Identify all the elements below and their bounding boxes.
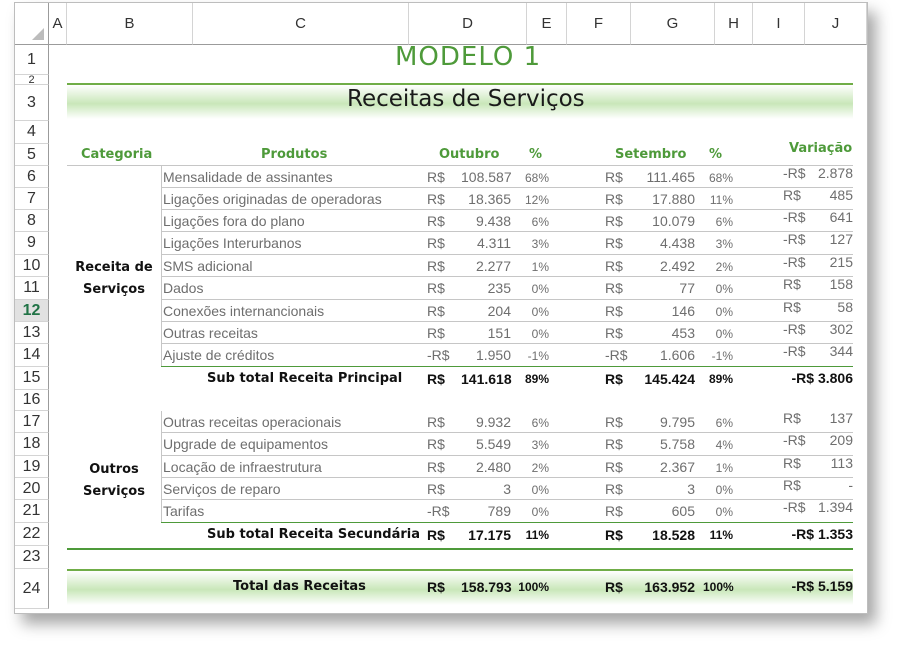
produto-cell: Conexões internancionais [163, 303, 325, 319]
outubro-pct: 3% [531, 237, 549, 251]
outubro-currency: R$ [427, 191, 445, 207]
outubro-value: 18.365 [468, 191, 511, 207]
model-title: MODELO 1 [395, 42, 542, 72]
row-separator [161, 432, 853, 433]
row-header-9[interactable]: 9 [15, 232, 49, 255]
setembro-value: 111.465 [646, 169, 695, 185]
setembro-pct: 4% [715, 438, 733, 452]
variacao-value: 137 [829, 410, 853, 426]
row-separator [161, 187, 853, 188]
row-header-22[interactable]: 22 [15, 523, 49, 546]
category-divider [161, 411, 162, 523]
setembro-currency: R$ [605, 436, 623, 452]
column-header-d[interactable]: D [409, 3, 527, 45]
select-all-corner[interactable] [15, 3, 49, 45]
setembro-pct: 2% [715, 260, 733, 274]
header-pct-outubro: % [529, 147, 543, 162]
row-separator [161, 254, 853, 255]
variacao-currency: -R$ [783, 231, 806, 247]
outubro-currency: -R$ [427, 503, 450, 519]
total-receitas-outubro-value: 158.793 [461, 579, 512, 595]
category-outros-line2: Serviços [83, 484, 145, 499]
produto-cell: Serviços de reparo [163, 481, 281, 497]
setembro-currency: R$ [605, 191, 623, 207]
variacao-currency: R$ [783, 299, 801, 315]
produto-cell: Dados [163, 280, 204, 296]
outubro-value: 9.932 [475, 414, 511, 430]
row-header-6[interactable]: 6 [15, 166, 49, 188]
outubro-value: 235 [487, 280, 511, 296]
column-header-b[interactable]: B [67, 3, 193, 45]
setembro-pct: 0% [715, 305, 733, 319]
outubro-pct: 0% [531, 282, 549, 296]
outubro-value: 789 [487, 503, 511, 519]
column-header-c[interactable]: C [193, 3, 409, 45]
row-separator [161, 321, 853, 322]
setembro-value: 146 [671, 303, 695, 319]
outubro-pct: 0% [531, 483, 549, 497]
category-receita-line1: Receita de [75, 260, 153, 275]
section-title: Receitas de Serviços [347, 86, 585, 112]
outubro-currency: -R$ [427, 347, 450, 363]
produto-cell: Upgrade de equipamentos [163, 436, 329, 452]
row-header-3[interactable]: 3 [15, 85, 49, 121]
row-separator [161, 499, 853, 500]
setembro-pct: 0% [715, 483, 733, 497]
column-header-j[interactable]: J [805, 3, 867, 45]
outubro-currency: R$ [427, 169, 445, 185]
row-header-14[interactable]: 14 [15, 344, 49, 367]
subtotal-secundaria-setembro-pct: 11% [709, 528, 733, 542]
setembro-pct: 68% [708, 171, 733, 185]
row-header-11[interactable]: 11 [15, 277, 49, 300]
row-header-13[interactable]: 13 [15, 322, 49, 344]
outubro-currency: R$ [427, 436, 445, 452]
header-underline [67, 165, 853, 166]
row-separator [161, 455, 853, 456]
subtotal-principal-setembro-value: 145.424 [644, 371, 695, 387]
row-separator [161, 209, 853, 210]
variacao-value: - [848, 477, 853, 493]
variacao-currency: -R$ [783, 432, 806, 448]
outubro-pct: 0% [531, 305, 549, 319]
produto-cell: Ligações fora do plano [163, 213, 305, 229]
setembro-pct: -1% [711, 349, 733, 363]
outubro-pct: 0% [531, 327, 549, 341]
spreadsheet-grid [15, 3, 867, 613]
outubro-currency: R$ [427, 414, 445, 430]
row-separator [161, 477, 853, 478]
outubro-pct: 68% [524, 171, 549, 185]
variacao-currency: -R$ [783, 343, 806, 359]
row-header-19[interactable]: 19 [15, 456, 49, 478]
subtotal-principal-setembro-pct: 89% [708, 372, 733, 386]
total-receitas-setembro-currency: R$ [605, 579, 623, 595]
outubro-currency: R$ [427, 481, 445, 497]
outubro-currency: R$ [427, 258, 445, 274]
total-receitas-outubro-currency: R$ [427, 579, 445, 595]
subtotal-secundaria-outubro-currency: R$ [427, 527, 445, 543]
variacao-currency: -R$ [783, 209, 806, 225]
variacao-value: 485 [829, 187, 853, 203]
outubro-pct: 3% [531, 438, 549, 452]
row-header-10[interactable]: 10 [15, 255, 49, 277]
outubro-value: 151 [487, 325, 511, 341]
outubro-currency: R$ [427, 235, 445, 251]
header-categoria: Categoria [81, 147, 153, 162]
row-header-7[interactable]: 7 [15, 188, 49, 210]
setembro-value: 1.606 [659, 347, 695, 363]
row-header-1[interactable]: 1 [15, 45, 49, 75]
row-header-24[interactable]: 24 [15, 569, 49, 609]
category-outros-line1: Outros [89, 462, 139, 477]
variacao-value: 641 [829, 209, 853, 225]
outubro-value: 5.549 [475, 436, 511, 452]
setembro-pct: 0% [715, 505, 733, 519]
variacao-value: 127 [829, 231, 853, 247]
subtotal-principal-label: Sub total Receita Principal [207, 371, 403, 386]
row-header-17[interactable]: 17 [15, 411, 49, 433]
total-receitas-setembro-value: 163.952 [644, 579, 695, 595]
row-header-21[interactable]: 21 [15, 500, 49, 523]
subtotal-principal-outubro-currency: R$ [427, 371, 445, 387]
setembro-pct: 6% [715, 416, 733, 430]
column-header-i[interactable]: I [753, 3, 805, 45]
subtotal-underline [161, 366, 853, 367]
subtotal-secundaria-setembro-value: 18.528 [652, 527, 695, 543]
subtotal-underline [161, 522, 853, 523]
outubro-pct: 2% [531, 461, 549, 475]
variacao-value: 2.878 [817, 165, 853, 181]
row-header-18[interactable]: 18 [15, 433, 49, 456]
outubro-currency: R$ [427, 325, 445, 341]
variacao-currency: R$ [783, 276, 801, 292]
row-header-4[interactable]: 4 [15, 121, 49, 144]
header-produtos: Produtos [261, 147, 328, 162]
row-separator [161, 343, 853, 344]
setembro-value: 3 [687, 481, 695, 497]
outubro-value: 9.438 [475, 213, 511, 229]
variacao-value: 302 [829, 321, 853, 337]
variacao-value: 158 [829, 276, 853, 292]
row-separator [161, 276, 853, 277]
column-header-h[interactable]: H [715, 3, 753, 45]
outubro-value: 2.277 [475, 258, 511, 274]
produto-cell: Tarifas [163, 503, 205, 519]
setembro-pct: 3% [715, 237, 733, 251]
setembro-pct: 11% [709, 193, 733, 207]
outubro-currency: R$ [427, 459, 445, 475]
setembro-value: 2.492 [659, 258, 695, 274]
setembro-currency: R$ [605, 169, 623, 185]
separator-line [67, 548, 853, 550]
header-outubro: Outubro [439, 147, 500, 162]
variacao-currency: -R$ [783, 499, 806, 515]
row-header-20[interactable]: 20 [15, 478, 49, 500]
outubro-currency: R$ [427, 303, 445, 319]
outubro-value: 1.950 [475, 347, 511, 363]
setembro-value: 9.795 [659, 414, 695, 430]
subtotal-principal-variacao: -R$ 3.806 [791, 370, 853, 386]
setembro-value: 77 [679, 280, 695, 296]
setembro-pct: 1% [715, 461, 733, 475]
row-header-12[interactable]: 12 [15, 300, 49, 322]
column-header-e[interactable]: E [527, 3, 567, 45]
row-header-5[interactable]: 5 [15, 144, 49, 166]
row-header-15[interactable]: 15 [15, 367, 49, 390]
outubro-value: 204 [487, 303, 511, 319]
total-receitas-outubro-pct: 100% [518, 580, 549, 594]
setembro-value: 5.758 [659, 436, 695, 452]
outubro-value: 4.311 [477, 235, 511, 251]
total-band [67, 569, 853, 605]
setembro-pct: 6% [715, 215, 733, 229]
total-receitas-variacao: -R$ 5.159 [791, 578, 853, 594]
row-header-2[interactable]: 2 [15, 75, 49, 85]
variacao-currency: -R$ [783, 321, 806, 337]
header-setembro: Setembro [615, 147, 687, 162]
row-header-23[interactable]: 23 [15, 546, 49, 569]
variacao-value: 58 [837, 299, 853, 315]
column-header-a[interactable]: A [49, 3, 67, 45]
subtotal-principal-outubro-value: 141.618 [461, 371, 512, 387]
variacao-currency: R$ [783, 187, 801, 203]
produto-cell: SMS adicional [163, 258, 253, 274]
subtotal-secundaria-variacao: -R$ 1.353 [791, 526, 853, 542]
setembro-currency: R$ [605, 213, 623, 229]
produto-cell: Outras receitas operacionais [163, 414, 342, 430]
setembro-value: 2.367 [659, 459, 695, 475]
subtotal-secundaria-setembro-currency: R$ [605, 527, 623, 543]
outubro-pct: -1% [527, 349, 549, 363]
variacao-value: 344 [829, 343, 853, 359]
variacao-value: 215 [829, 254, 853, 270]
produto-cell: Outras receitas [163, 325, 258, 341]
row-separator [161, 299, 853, 300]
produto-cell: Ligações Interurbanos [163, 235, 302, 251]
setembro-value: 10.079 [652, 213, 695, 229]
variacao-currency: R$ [783, 477, 801, 493]
outubro-pct: 1% [531, 260, 549, 274]
outubro-pct: 6% [531, 416, 549, 430]
produto-cell: Mensalidade de assinantes [163, 169, 333, 185]
column-header-f[interactable]: F [567, 3, 631, 45]
row-header-16[interactable]: 16 [15, 390, 49, 411]
column-header-g[interactable]: G [631, 3, 715, 45]
setembro-currency: R$ [605, 235, 623, 251]
produto-cell: Ligações originadas de operadoras [163, 191, 382, 207]
setembro-pct: 0% [715, 282, 733, 296]
outubro-value: 2.480 [475, 459, 511, 475]
row-header-8[interactable]: 8 [15, 210, 49, 232]
outubro-currency: R$ [427, 280, 445, 296]
setembro-value: 4.438 [659, 235, 695, 251]
setembro-pct: 0% [715, 327, 733, 341]
subtotal-principal-setembro-currency: R$ [605, 371, 623, 387]
spreadsheet-card [14, 2, 868, 614]
setembro-value: 605 [671, 503, 695, 519]
outubro-pct: 12% [524, 193, 549, 207]
setembro-currency: R$ [605, 258, 623, 274]
variacao-value: 113 [830, 455, 853, 471]
setembro-currency: R$ [605, 280, 623, 296]
total-receitas-label: Total das Receitas [233, 579, 366, 594]
variacao-currency: R$ [783, 410, 801, 426]
outubro-pct: 0% [531, 505, 549, 519]
setembro-value: 453 [671, 325, 695, 341]
category-receita-line2: Serviços [83, 282, 145, 297]
setembro-currency: R$ [605, 459, 623, 475]
header-variacao: Variação [789, 141, 853, 156]
header-pct-setembro: % [709, 147, 723, 162]
total-receitas-setembro-pct: 100% [703, 580, 734, 594]
outubro-currency: R$ [427, 213, 445, 229]
setembro-currency: -R$ [605, 347, 628, 363]
setembro-currency: R$ [605, 303, 623, 319]
row-separator [161, 231, 853, 232]
subtotal-secundaria-outubro-pct: 11% [525, 528, 549, 542]
setembro-value: 17.880 [652, 191, 695, 207]
outubro-pct: 6% [531, 215, 549, 229]
variacao-value: 1.394 [817, 499, 853, 515]
category-divider [161, 166, 162, 367]
subtotal-principal-outubro-pct: 89% [524, 372, 549, 386]
produto-cell: Locação de infraestrutura [163, 459, 322, 475]
variacao-currency: -R$ [783, 254, 806, 270]
outubro-value: 108.587 [461, 169, 512, 185]
setembro-currency: R$ [605, 481, 623, 497]
setembro-currency: R$ [605, 503, 623, 519]
outubro-value: 3 [503, 481, 511, 497]
setembro-currency: R$ [605, 414, 623, 430]
subtotal-secundaria-label: Sub total Receita Secundária [207, 527, 420, 542]
produto-cell: Ajuste de créditos [163, 347, 275, 363]
variacao-value: 209 [829, 432, 853, 448]
variacao-currency: R$ [783, 455, 801, 471]
subtotal-secundaria-outubro-value: 17.175 [468, 527, 511, 543]
setembro-currency: R$ [605, 325, 623, 341]
variacao-currency: -R$ [783, 165, 806, 181]
